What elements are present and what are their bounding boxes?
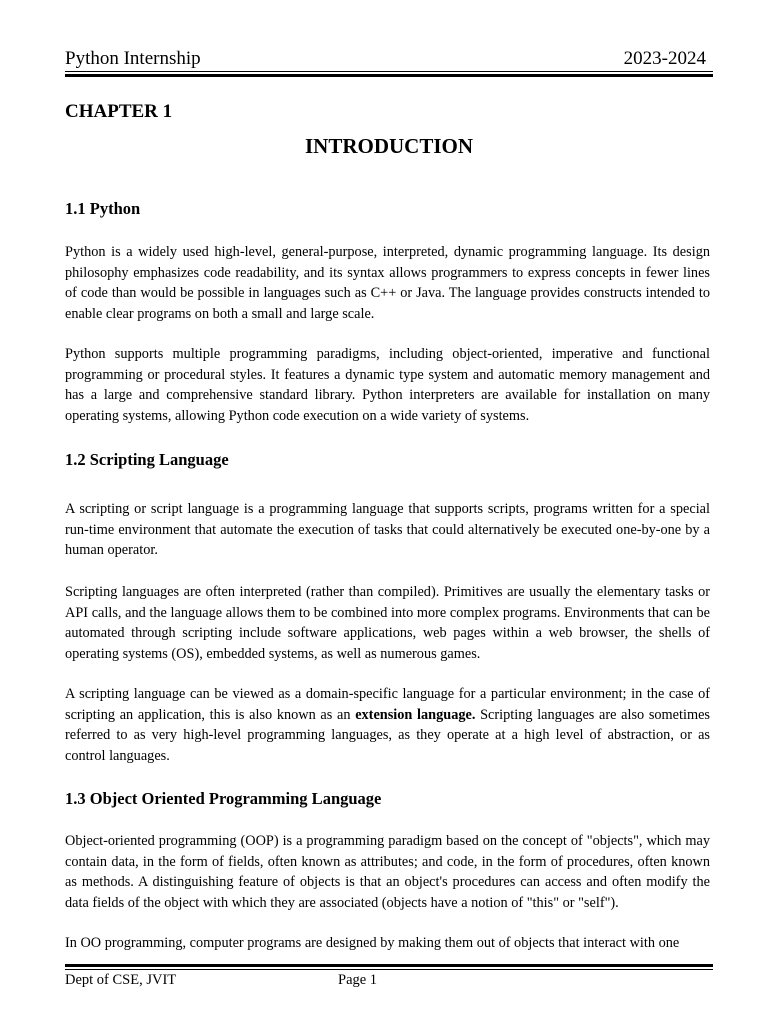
chapter-label: CHAPTER 1: [65, 101, 173, 122]
paragraph-python-2: Python supports multiple programming paradigms, including object-oriented, imperative and functional programming or procedural styles. It features a dynamic type system and automatic memory management and has a large and comprehensive standard library. Python interpreters are available for installation on many operating systems, allowing Python code execution on a wide variety of systems.: [65, 346, 710, 424]
paragraph-scripting-1: A scripting or script language is a programming language that supports scripts, programs written for a special run-time environment that automate the execution of tasks that could alternatively be executed one-by-one by a human operator.: [65, 501, 710, 558]
paragraph-oop-2: In OO programming, computer programs are designed by making them out of objects that interact with one: [65, 935, 680, 951]
paragraph-scripting-3: [65, 684, 710, 766]
section-heading-oop: 1.3 Object Oriented Programming Language: [65, 789, 382, 808]
header-rule-thin: [65, 71, 713, 72]
header-title: Python Internship: [65, 48, 201, 69]
header-year: 2023-2024: [623, 48, 706, 69]
footer-page-number: Page 1: [338, 972, 378, 988]
paragraph-scripting-2: Scripting languages are often interpreted (rather than compiled). Primitives are usually the elementary tasks or API calls, and the language allows them to be combined into more complex programs. Environments that can be automated through scripting include software applications, web pages within a web browser, the shells of operating systems (OS), embedded systems, as well as numerous games.: [65, 584, 710, 662]
section-heading-python: 1.1 Python: [65, 199, 141, 218]
section-heading-scripting: 1.2 Scripting Language: [65, 450, 229, 469]
footer-rule-thin: [65, 969, 713, 970]
footer-rule-thick: [65, 964, 713, 967]
paragraph-scripting-3-text-a: A scripting language can be viewed as a domain-specific language for a particular environment; in the case of scripting an application, this is also known as an: [65, 686, 710, 723]
extension-language-term: extension language.: [355, 706, 476, 723]
paragraph-oop-1: Object-oriented programming (OOP) is a programming paradigm based on the concept of "objects", which may contain data, in the form of fields, often known as attributes; and code, in the form of procedures, often known as methods. A distinguishing feature of objects is that an object's procedures can access and often modify the data fields of the object with which they are associated (objects have a notion of "this" or "self").: [65, 833, 710, 911]
chapter-title: INTRODUCTION: [304, 134, 474, 158]
paragraph-scripting-3-text-b: Scripting languages are also sometimes referred to as very high-level programming languages, as they operate at a high level of abstraction, or as control languages.: [65, 706, 710, 764]
footer-department: Dept of CSE, JVIT: [65, 972, 177, 988]
header-rule-thick: [65, 74, 713, 77]
paragraph-python-1: Python is a widely used high-level, general-purpose, interpreted, dynamic programming language. Its design philosophy emphasizes code readability, and its syntax allows programmers to express concepts in fewer lines of code than would be possible in languages such as C++ or Java. The language provides constructs intended to enable clear programs on both a small and large scale.: [65, 244, 710, 322]
